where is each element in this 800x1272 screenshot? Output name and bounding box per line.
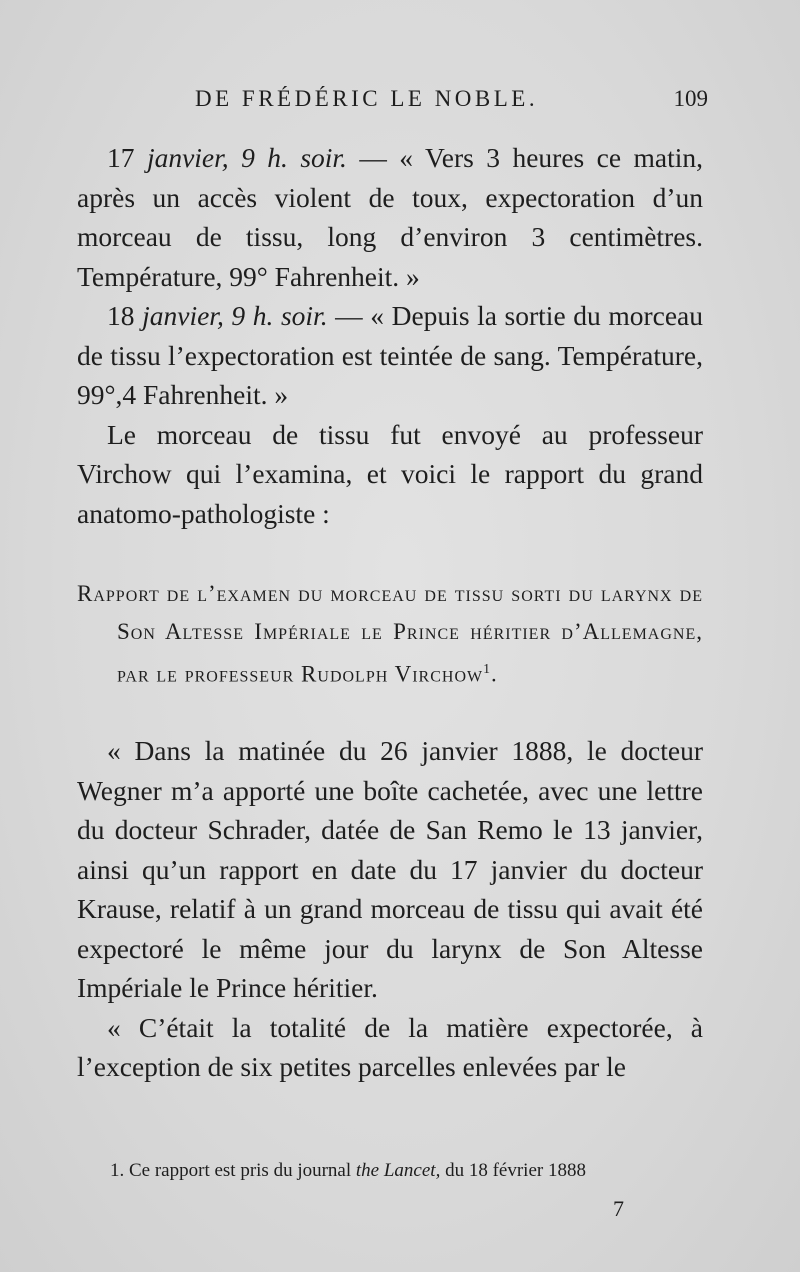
paragraph-virchow: Le morceau de tissu fut envoyé au professeur Virchow qui l’examina, et voici le rapport du grand anatomo-pathologiste : (77, 418, 703, 529)
page-number: 109 (673, 86, 708, 111)
signature-mark: 7 (613, 1196, 624, 1221)
report-heading-text: Rapport de l’examen du morceau de tissu sorti du larynx de Son Altesse Impériale le Prince héritier d’Allemagne, par le professeur Rudolph Virchow (77, 581, 703, 687)
footnote-italic: the Lancet, (355, 1160, 441, 1181)
entry-date-italic: janvier, 9 h. soir. (142, 300, 328, 331)
body-text (77, 138, 703, 1087)
entry-17-janvier (77, 138, 703, 296)
entry-date: 18 (107, 300, 135, 331)
footnote-number: 1. (110, 1160, 125, 1181)
footnote-mark: 1 (483, 661, 492, 676)
footnote-text-end: du 18 février 1888 (440, 1160, 586, 1181)
footnote (110, 1160, 710, 1182)
entry-18-janvier (77, 296, 703, 415)
footnote-text: Ce rapport est pris du journal (124, 1160, 356, 1181)
entry-date: 17 (107, 142, 135, 173)
report-heading-end: . (491, 661, 498, 687)
entry-date-italic: janvier, 9 h. soir. (146, 142, 347, 173)
paragraph-cetait: « C’était la totalité de la matière expectorée, à l’exception de six petites parcelles enlevées par le (77, 1011, 703, 1083)
report-heading (77, 575, 703, 693)
entry-text: — « Depuis la sortie du morceau de tissu l’expectoration est teintée de sang. Température, 99°,4 Fahrenheit. » (77, 300, 704, 410)
page-header (0, 86, 800, 116)
running-title: DE FRÉDÉRIC LE NOBLE. (195, 86, 539, 111)
entry-text: — « Vers 3 heures ce matin, après un accès violent de toux, expectoration d’un morceau de tissu, long d’environ 3 centimètres. Température, 99° Fahrenheit. » (77, 142, 703, 292)
paragraph-dans-la-matinee: « Dans la matinée du 26 janvier 1888, le docteur Wegner m’a apporté une boîte cachetée, avec une lettre du docteur Schrader, datée de San Remo le 13 janvier, ainsi qu’un rapport en date du 17 janvier du docteur Krause, relatif à un grand morceau de tissu qui avait été expectoré le même jour du larynx de Son Altesse Impériale le Prince héritier. (77, 735, 703, 1004)
